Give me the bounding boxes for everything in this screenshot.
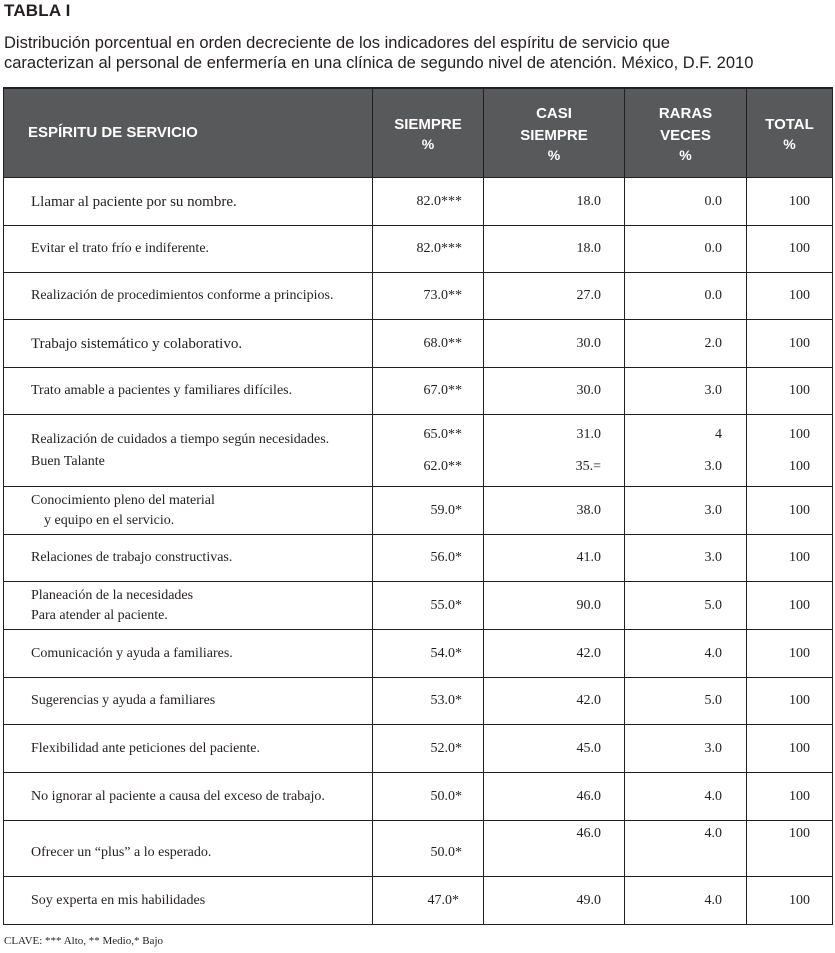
cell-raras-veces: 3.0 (625, 487, 747, 535)
header-raras-unit: % (679, 146, 692, 163)
data-table (3, 87, 833, 925)
cell-total (747, 415, 833, 487)
header-casi-line2: SIEMPRE (520, 126, 588, 144)
header-total-unit: % (783, 135, 796, 152)
cell-total: 100 (747, 630, 833, 678)
row-label: No ignorar al paciente a causa del exceso de trabajo. (4, 773, 373, 821)
table-row (4, 415, 833, 487)
row-label: Flexibilidad ante peticiones del paciente. (4, 725, 373, 773)
cell-siempre: 82.0*** (373, 226, 484, 273)
cell-total: 100 (747, 678, 833, 725)
row-label: Trabajo sistemático y colaborativo. (4, 320, 373, 368)
cell-siempre: 56.0* (373, 535, 484, 582)
cell-casi-siempre: 90.0 (484, 582, 625, 630)
row-label: Evitar el trato frío e indiferente. (4, 226, 373, 273)
cell-total: 100 (747, 178, 833, 226)
cell-raras-veces: 5.0 (625, 582, 747, 630)
cell-total: 100 (747, 320, 833, 368)
row-label: Comunicación y ayuda a familiares. (4, 630, 373, 678)
cell-siempre-value-2: 62.0** (423, 458, 462, 474)
header-casi-unit: % (547, 146, 561, 163)
cell-siempre: 55.0* (373, 582, 484, 630)
table-caption (4, 33, 832, 73)
cell-siempre: 82.0*** (373, 178, 484, 226)
table-row (4, 487, 833, 535)
cell-casi-siempre: 46.0 (484, 773, 625, 821)
row-label-line-2: Buen Talante (31, 453, 105, 469)
table-legend: CLAVE: *** Alto, ** Medio,* Bajo (4, 935, 163, 947)
cell-casi-siempre: 38.0 (484, 487, 625, 535)
row-label (4, 487, 373, 535)
row-label: Relaciones de trabajo constructivas. (4, 535, 373, 582)
cell-siempre: 50.0* (373, 773, 484, 821)
table-row (4, 535, 833, 582)
cell-siempre-value-1: 65.0** (423, 426, 462, 442)
cell-raras-veces: 2.0 (625, 320, 747, 368)
cell-total: 100 (747, 821, 833, 877)
cell-siempre: 53.0* (373, 678, 484, 725)
header-total (747, 88, 833, 178)
cell-casi-siempre: 46.0 (484, 821, 625, 877)
cell-siempre: 52.0* (373, 725, 484, 773)
header-siempre-unit: % (421, 135, 435, 152)
cell-raras-veces: 4.0 (625, 773, 747, 821)
cell-raras-veces: 4.0 (625, 630, 747, 678)
cell-raras-veces: 0.0 (625, 226, 747, 273)
cell-raras-veces: 5.0 (625, 678, 747, 725)
cell-raras-veces: 0.0 (625, 178, 747, 226)
table-body (4, 178, 833, 925)
row-label-line-2: Para atender al paciente. (31, 607, 168, 623)
header-casi-siempre (484, 88, 625, 178)
cell-total: 100 (747, 582, 833, 630)
cell-raras-veces: 3.0 (625, 535, 747, 582)
cell-siempre: 67.0** (373, 368, 484, 415)
row-label-line-1: Conocimiento pleno del material (31, 492, 215, 508)
cell-casi-value-1: 31.0 (576, 426, 601, 442)
cell-total: 100 (747, 487, 833, 535)
table-number: TABLA I (4, 1, 71, 20)
cell-total: 100 (747, 877, 833, 925)
cell-casi-siempre: 27.0 (484, 273, 625, 320)
cell-total-value-2: 100 (789, 458, 810, 474)
cell-casi-value-2: 35.= (575, 458, 601, 474)
header-raras-line1: RARAS (658, 104, 713, 122)
header-total-label: TOTAL (765, 115, 814, 133)
header-espiritu: ESPÍRITU DE SERVICIO (4, 88, 373, 178)
cell-casi-siempre: 42.0 (484, 630, 625, 678)
row-label: Realización de procedimientos conforme a principios. (4, 273, 373, 320)
table-header (4, 88, 833, 178)
cell-total: 100 (747, 535, 833, 582)
row-label: Soy experta en mis habilidades (4, 877, 373, 925)
table-row (4, 320, 833, 368)
row-label-line-2: y equipo en el servicio. (44, 512, 175, 528)
caption-line-1: Distribución porcentual en orden decreciente de los indicadores del espíritu de servicio que (4, 34, 670, 52)
cell-casi-siempre: 18.0 (484, 178, 625, 226)
table-row (4, 773, 833, 821)
header-siempre (373, 88, 484, 178)
cell-total: 100 (747, 773, 833, 821)
cell-raras-value-2: 3.0 (704, 458, 722, 474)
cell-siempre: 50.0* (373, 821, 484, 877)
cell-casi-siempre (484, 415, 625, 487)
table-row (4, 582, 833, 630)
table-row (4, 226, 833, 273)
cell-siempre: 59.0* (373, 487, 484, 535)
table-row (4, 178, 833, 226)
cell-raras-veces: 3.0 (625, 368, 747, 415)
table-row (4, 678, 833, 725)
cell-siempre: 68.0** (373, 320, 484, 368)
row-label: Sugerencias y ayuda a familiares (4, 678, 373, 725)
row-label-line-1: Planeación de la necesidades (31, 587, 194, 603)
cell-casi-siempre: 30.0 (484, 320, 625, 368)
row-label: Ofrecer un “plus” a lo esperado. (4, 821, 373, 877)
table-row (4, 630, 833, 678)
header-raras-line2: VECES (660, 126, 711, 144)
cell-casi-siempre: 30.0 (484, 368, 625, 415)
cell-siempre: 73.0** (373, 273, 484, 320)
header-raras-veces (625, 88, 747, 178)
cell-raras-veces: 3.0 (625, 725, 747, 773)
row-label (4, 415, 373, 487)
row-label-line-1: Realización de cuidados a tiempo según necesidades. (31, 431, 330, 447)
cell-raras-veces: 4.0 (625, 821, 747, 877)
header-casi-line1: CASI (536, 104, 572, 122)
cell-raras-veces (625, 415, 747, 487)
cell-raras-veces: 4.0 (625, 877, 747, 925)
cell-raras-value-1: 4 (715, 426, 722, 442)
caption-line-2: caracterizan al personal de enfermería en una clínica de segundo nivel de atención. México, D.F. 2010 (4, 54, 754, 72)
cell-casi-siempre: 41.0 (484, 535, 625, 582)
cell-casi-siempre: 18.0 (484, 226, 625, 273)
cell-casi-siempre: 45.0 (484, 725, 625, 773)
cell-total: 100 (747, 273, 833, 320)
cell-siempre: 47.0* (373, 877, 484, 925)
cell-casi-siempre: 49.0 (484, 877, 625, 925)
cell-siempre (373, 415, 484, 487)
table-row (4, 821, 833, 877)
table-row (4, 368, 833, 415)
table-row (4, 877, 833, 925)
table-row (4, 725, 833, 773)
cell-siempre: 54.0* (373, 630, 484, 678)
cell-total: 100 (747, 725, 833, 773)
row-label: Trato amable a pacientes y familiares difíciles. (4, 368, 373, 415)
cell-total: 100 (747, 226, 833, 273)
cell-total: 100 (747, 368, 833, 415)
cell-casi-siempre: 42.0 (484, 678, 625, 725)
cell-total-value-1: 100 (789, 426, 810, 442)
header-row (4, 88, 833, 178)
table-row (4, 273, 833, 320)
header-siempre-label: SIEMPRE (394, 115, 462, 133)
row-label (4, 582, 373, 630)
row-label: Llamar al paciente por su nombre. (4, 178, 373, 226)
cell-raras-veces: 0.0 (625, 273, 747, 320)
